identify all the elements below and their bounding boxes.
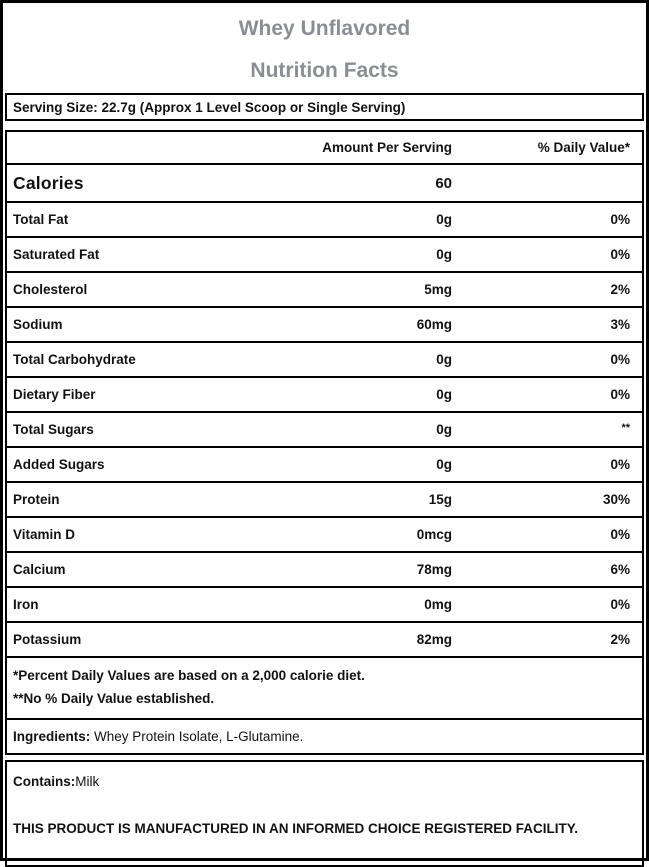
nutrient-name: Iron	[13, 597, 39, 612]
nutrient-daily-value: 0%	[610, 387, 630, 402]
nutrient-name: Calcium	[13, 562, 66, 577]
nutrient-amount: 0g	[436, 387, 452, 402]
nutrient-amount: 82mg	[416, 632, 452, 647]
nutrient-name: Dietary Fiber	[13, 387, 96, 402]
nutrient-amount: 0g	[436, 457, 452, 472]
nutrient-amount: 0g	[436, 247, 452, 262]
ingredients-row	[7, 720, 642, 753]
nutrient-row-iron	[7, 588, 642, 623]
nutrient-daily-value: 0%	[610, 597, 630, 612]
nutrient-daily-value: 0%	[610, 527, 630, 542]
nutrient-daily-value: 0%	[610, 212, 630, 227]
nutrient-row-total-carbohydrate	[7, 343, 642, 378]
table-header-row	[7, 132, 642, 165]
nutrient-row-protein	[7, 483, 642, 518]
nutrient-amount: 0g	[436, 422, 452, 437]
nutrient-daily-value: 0%	[610, 457, 630, 472]
nutrient-name: Total Sugars	[13, 422, 94, 437]
nutrient-name: Total Carbohydrate	[13, 352, 136, 367]
nutrient-name: Potassium	[13, 632, 82, 647]
nutrient-daily-value: 3%	[610, 317, 630, 332]
nutrient-name: Total Fat	[13, 212, 69, 227]
contains-line	[13, 769, 634, 794]
nutrient-row-potassium	[7, 623, 642, 658]
nutrient-name: Saturated Fat	[13, 247, 100, 262]
nutrient-name: Cholesterol	[13, 282, 88, 297]
nutrient-row-saturated-fat	[7, 238, 642, 273]
daily-value-header: % Daily Value*	[537, 140, 630, 155]
nutrient-amount: 0g	[436, 352, 452, 367]
nutrient-amount: 60mg	[416, 317, 452, 332]
contains-value: Milk	[75, 774, 100, 789]
nutrient-daily-value: 2%	[610, 632, 630, 647]
nutrient-amount: 0mcg	[416, 527, 452, 542]
nutrient-daily-value: 30%	[602, 492, 630, 507]
nutrient-amount: 0mg	[424, 597, 452, 612]
nutrient-row-cholesterol	[7, 273, 642, 308]
contains-label: Contains:	[13, 774, 76, 789]
nutrition-table	[5, 130, 644, 755]
nutrient-amount: 15g	[428, 492, 452, 507]
nutrient-row-dietary-fiber	[7, 378, 642, 413]
nutrient-row-total-fat	[7, 203, 642, 238]
amount-per-serving-header: Amount Per Serving	[322, 140, 452, 155]
calories-label: Calories	[13, 172, 84, 193]
ingredients-label: Ingredients:	[13, 729, 91, 744]
nutrient-daily-value: 2%	[610, 282, 630, 297]
nutrient-row-added-sugars	[7, 448, 642, 483]
nutrient-amount: 78mg	[416, 562, 452, 577]
nutrient-row-sodium	[7, 308, 642, 343]
label-header	[5, 5, 644, 93]
nutrient-row-total-sugars	[7, 413, 642, 448]
footnote-no-daily-value: **No % Daily Value established.	[13, 691, 215, 706]
nutrient-daily-value: 6%	[610, 562, 630, 577]
nutrient-daily-value: **	[621, 421, 630, 434]
nutrient-name: Added Sugars	[13, 457, 105, 472]
nutrient-row-calcium	[7, 553, 642, 588]
nutrient-name: Sodium	[13, 317, 63, 332]
nutrient-daily-value: 0%	[610, 247, 630, 262]
ingredients-text	[13, 729, 303, 744]
ingredients-value: Whey Protein Isolate, L-Glutamine.	[90, 729, 304, 744]
calories-amount: 60	[435, 174, 452, 192]
product-title: Whey Unflavored	[238, 17, 411, 40]
facility-notice: THIS PRODUCT IS MANUFACTURED IN AN INFORMED CHOICE REGISTERED FACILITY.	[13, 821, 579, 836]
footnotes	[7, 658, 642, 720]
nutrient-name: Protein	[13, 492, 60, 507]
serving-size-row	[5, 93, 644, 121]
calories-row	[7, 165, 642, 203]
nutrient-amount: 5mg	[424, 282, 452, 297]
footnote-daily-values: *Percent Daily Values are based on a 2,000 calorie diet.	[13, 668, 365, 683]
contains-section	[5, 760, 644, 867]
serving-size-text: Serving Size: 22.7g (Approx 1 Level Scoop or Single Serving)	[13, 99, 406, 115]
facts-title: Nutrition Facts	[250, 59, 399, 82]
nutrient-amount: 0g	[436, 212, 452, 227]
nutrient-name: Vitamin D	[13, 527, 76, 542]
nutrient-daily-value: 0%	[610, 352, 630, 367]
nutrient-row-vitamin-d	[7, 518, 642, 553]
